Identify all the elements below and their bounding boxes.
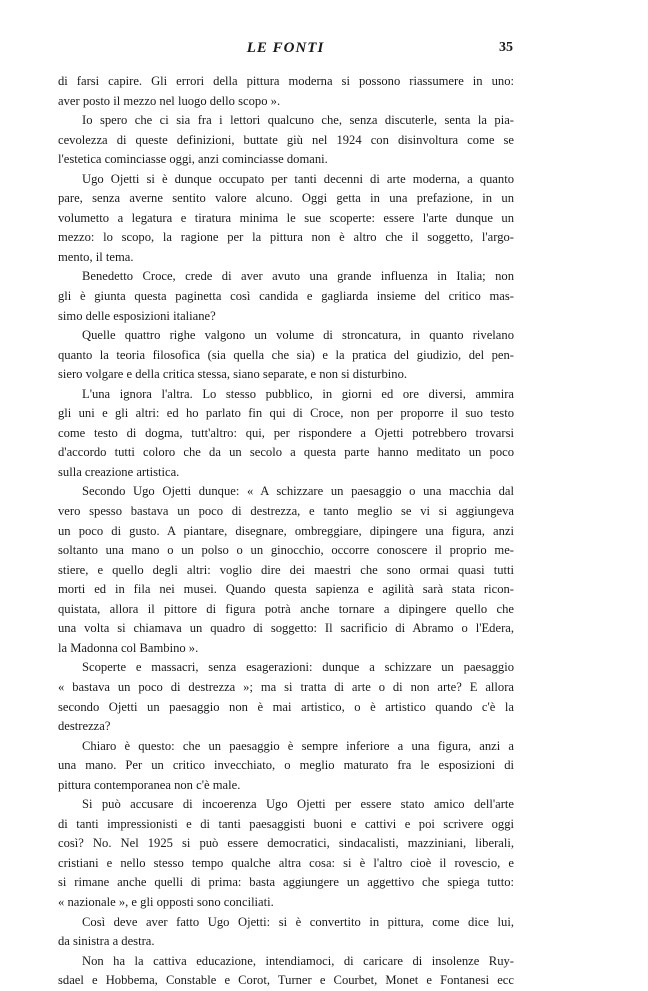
text-line: simo delle esposizioni italiane? bbox=[58, 308, 216, 323]
text-line: un poco di gusto. A piantare, disegnare, ombreggiare, dipingere una figura, anzi bbox=[58, 523, 514, 538]
page-header bbox=[58, 40, 513, 64]
text-line: di farsi capire. Gli errori della pittura moderna si possono riassumere in uno: bbox=[58, 74, 514, 88]
text-line: di tanti impressionisti e di tanti paesaggisti buoni e cattivi e poi scrivere oggi bbox=[58, 816, 514, 831]
text-line: vero spesso bastava un poco di destrezza, e tanto meglio se vi si aggiungeva bbox=[58, 504, 514, 519]
text-line: Chiaro è questo: che un paesaggio è sempre inferiore a una figura, anzi a bbox=[82, 738, 514, 753]
text-line: pare, senza averne sentito valore alcuno. Oggi getta in una prefazione, in un bbox=[58, 191, 514, 206]
text-line: mento, il tema. bbox=[58, 249, 134, 264]
text-line: Io spero che ci sia fra i lettori qualcuno che, senza discuterle, senta la pia- bbox=[82, 113, 514, 128]
text-line: secondo Ojetti un paesaggio non è mai artistico, o è artistico quando c'è la bbox=[58, 699, 514, 714]
text-line: « nazionale », e gli opposti sono conciliati. bbox=[58, 894, 274, 909]
text-line: da sinistra a destra. bbox=[58, 934, 155, 949]
text-line: cristiani e nello stesso tempo qualche altra cosa: si è l'altro cioè il rovescio, e bbox=[58, 855, 514, 870]
text-line: Ugo Ojetti si è dunque occupato per tanti decenni di arte moderna, a quanto bbox=[82, 171, 514, 186]
running-title: LE FONTI bbox=[246, 40, 325, 56]
text-line: sulla creazione artistica. bbox=[58, 464, 180, 479]
text-line: sdael e Hobbema, Constable e Corot, Turner e Courbet, Monet e Fontanesi ecc bbox=[58, 973, 514, 988]
text-line: siero volgare e della critica stessa, siano separate, e non si disturbino. bbox=[58, 367, 408, 382]
text-line: aver posto il mezzo nel luogo dello scopo ». bbox=[58, 93, 281, 108]
page-number: 35 bbox=[499, 40, 513, 55]
text-line: una mano. Per un critico invecchiato, o meglio maturato fra le esposizioni di bbox=[58, 758, 514, 773]
text-line: Quelle quattro righe valgono un volume di stroncatura, in quanto rivelano bbox=[82, 328, 514, 343]
text-line: quanto la teoria filosofica (sia quella che sia) e la pratica del giudizio, del pen- bbox=[58, 347, 514, 362]
text-line: quistata, allora il pittore di figura potrà anche tornare a dipingere quello che bbox=[58, 601, 514, 616]
text-line: così? No. Nel 1925 si può essere democratici, sindacalisti, mazziniani, liberali, bbox=[58, 836, 514, 851]
text-line: come testo di dogma, tutt'altro: qui, per rispondere a Ojetti potrebbero trovarsi bbox=[58, 425, 514, 440]
text-line: mezzo: lo scopo, la ragione per la pittura non è altro che il soggetto, l'argo- bbox=[58, 230, 514, 245]
text-line: stiere, e quello degli altri: voglio dire dei maestri che sono ormai quasi tutti bbox=[58, 562, 514, 577]
text-line: Non ha la cattiva educazione, intendiamoci, di caricare di insolenze Ruy- bbox=[82, 953, 514, 968]
text-line: Si può accusare di incoerenza Ugo Ojetti per essere stato amico dell'arte bbox=[82, 797, 514, 812]
text-line: d'accordo tutti coloro che da un secolo a questa parte hanno meditato un poco bbox=[58, 445, 514, 460]
text-line: si rimane anche quelli di prima: basta aggiungere un aggettivo che spiega tutto: bbox=[58, 875, 514, 890]
text-line: cevolezza di queste definizioni, buttate giù nel 1924 con disinvoltura come se bbox=[58, 132, 514, 147]
text-line: Così deve aver fatto Ugo Ojetti: si è convertito in pittura, come dice lui, bbox=[82, 914, 514, 929]
text-line: pittura contemporanea non c'è male. bbox=[58, 777, 241, 792]
text-line: Benedetto Croce, crede di aver avuto una grande influenza in Italia; non bbox=[82, 269, 514, 284]
text-line: l'estetica cominciasse oggi, anzi cominciasse domani. bbox=[58, 152, 328, 167]
text-line: Secondo Ugo Ojetti dunque: « A schizzare un paesaggio o una macchia dal bbox=[82, 484, 514, 499]
text-line: gli uni e gli altri: ed ho parlato fin qui di Croce, non per proporre il suo testo bbox=[58, 406, 514, 421]
text-line: « bastava un poco di destrezza »; ma si tratta di arte o di non arte? E allora bbox=[58, 679, 514, 694]
text-line: la Madonna col Bambino ». bbox=[58, 640, 199, 655]
text-line: destrezza? bbox=[58, 719, 111, 734]
text-line: Scoperte e massacri, senza esagerazioni: dunque a schizzare un paesaggio bbox=[82, 660, 514, 675]
body-text bbox=[58, 72, 514, 991]
text-line: una volta si chiamava un quadro di soggetto: Il sacrificio di Abramo o l'Edera, bbox=[58, 621, 514, 636]
text-line: gli è giunta questa paginetta così candida e gagliarda insieme del critico mas- bbox=[58, 289, 514, 304]
text-line: soltanto una mano o un polso o un ginocchio, occorre conoscere il proprio me- bbox=[58, 543, 514, 558]
text-line: L'una ignora l'altra. Lo stesso pubblico, in giorni ed ore diversi, ammira bbox=[82, 386, 514, 401]
text-line: volumetto a legatura e tiratura minima le sue scoperte: essere l'arte dunque un bbox=[58, 210, 514, 225]
text-line: morti ed in fila nei musei. Quando questa sapienza e agilità sarà stata ricon- bbox=[58, 582, 514, 597]
